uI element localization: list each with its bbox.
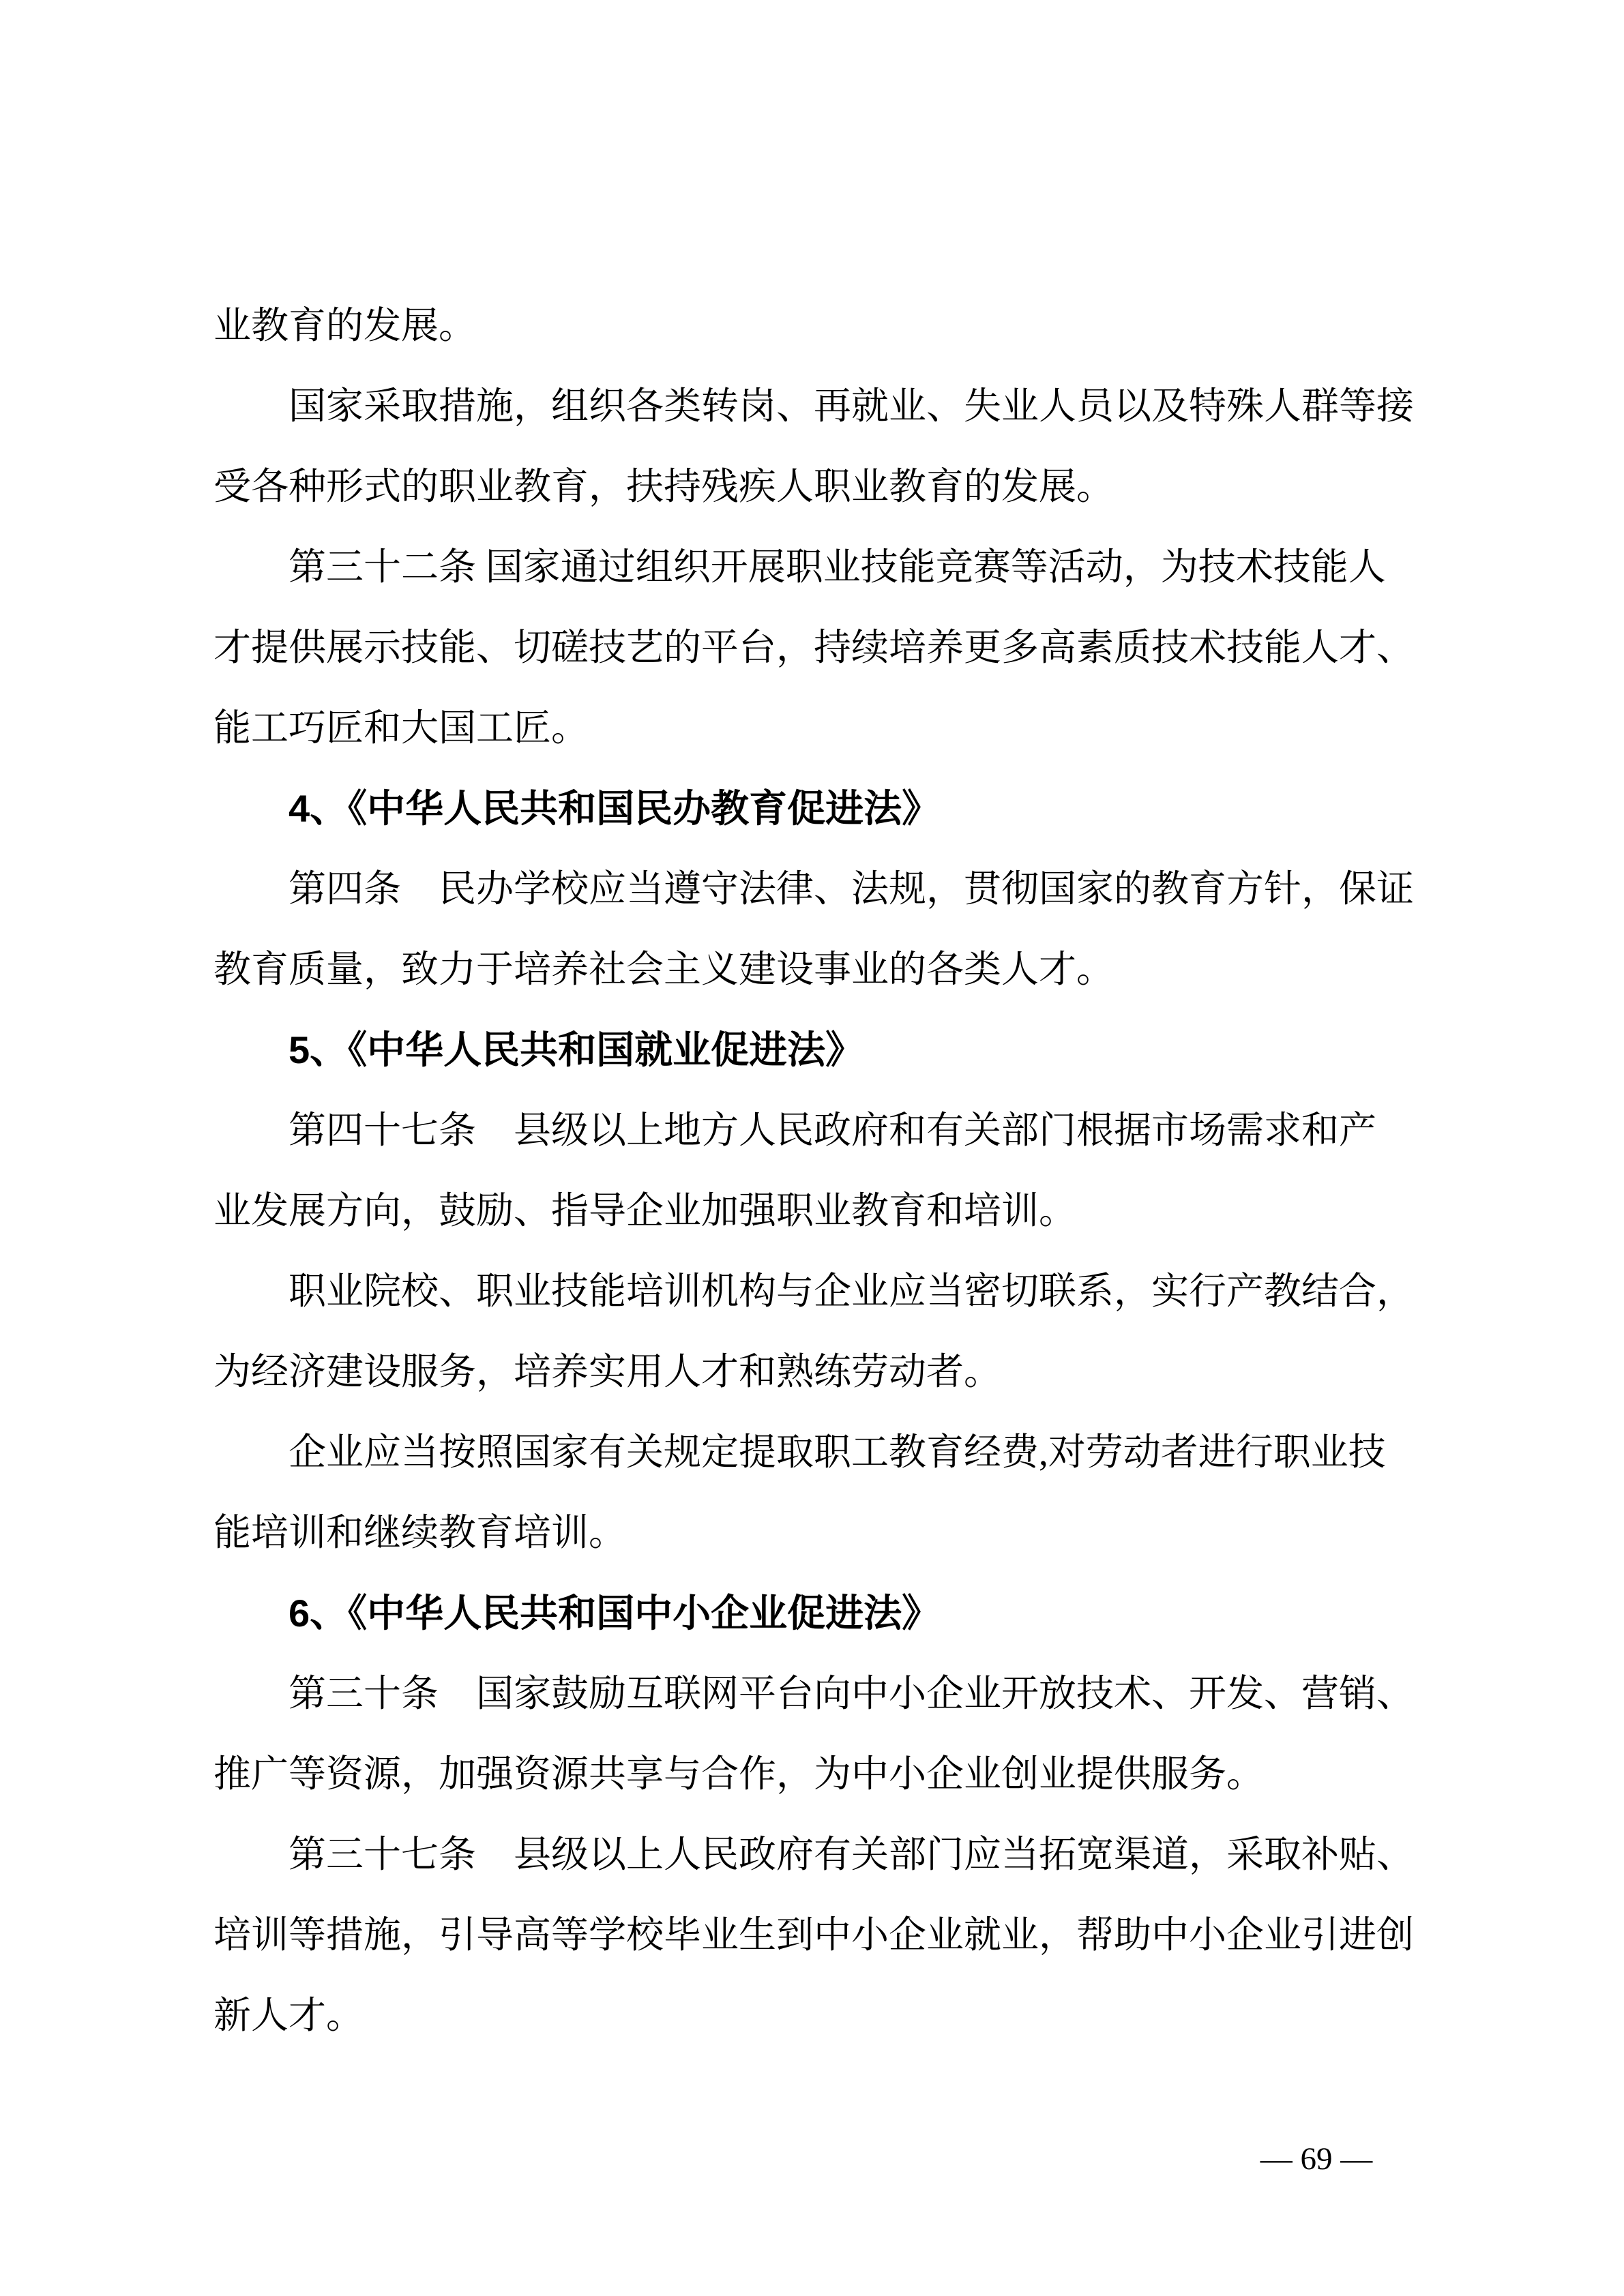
text-line: 为经济建设服务，培养实用人才和熟练劳动者。: [213, 1351, 1002, 1392]
text-line: 才提供展示技能、切磋技艺的平台，持续培养更多高素质技术技能人才、: [213, 627, 1415, 668]
text-line: 推广等资源，加强资源共享与合作，为中小企业创业提供服务。: [213, 1753, 1265, 1795]
text-line: 业教育的发展。: [213, 305, 477, 346]
text-line: 第三十二条 国家通过组织开展职业技能竞赛等活动，为技术技能人: [289, 546, 1386, 588]
text-line: 第四条 民办学校应当遵守法律、法规，贯彻国家的教育方针，保证: [289, 868, 1415, 910]
section-heading: 4、《中华人民共和国民办教育促进法》: [289, 787, 941, 830]
text-line: 第三十七条 县级以上人民政府有关部门应当拓宽渠道，采取补贴、: [289, 1834, 1415, 1875]
section-heading: 5、《中华人民共和国就业促进法》: [289, 1028, 864, 1071]
text-line: 职业院校、职业技能培训机构与企业应当密切联系，实行产教结合，: [289, 1270, 1415, 1312]
text-line: 业发展方向，鼓励、指导企业加强职业教育和培训。: [213, 1190, 1077, 1232]
page-number: — 69 —: [1260, 2141, 1373, 2177]
text-line: 国家采取措施，组织各类转岗、再就业、失业人员以及特殊人群等接: [289, 385, 1415, 427]
text-line: 第四十七条 县级以上地方人民政府和有关部门根据市场需求和产: [289, 1109, 1377, 1151]
text-line: 受各种形式的职业教育，扶持残疾人职业教育的发展。: [213, 466, 1114, 507]
text-line: 新人才。: [213, 1995, 364, 2036]
text-line: 第三十条 国家鼓励互联网平台向中小企业开放技术、开发、营销、: [289, 1673, 1415, 1714]
text-line: 教育质量，致力于培养社会主义建设事业的各类人才。: [213, 949, 1114, 990]
section-heading: 6、《中华人民共和国中小企业促进法》: [289, 1592, 941, 1635]
text-line: 企业应当按照国家有关规定提取职工教育经费,对劳动者进行职业技: [289, 1431, 1386, 1473]
text-line: 能培训和继续教育培训。: [213, 1512, 627, 1553]
text-line: 培训等措施，引导高等学校毕业生到中小企业就业，帮助中小企业引进创: [213, 1914, 1415, 1956]
text-line: 能工巧匠和大国工匠。: [213, 707, 589, 749]
